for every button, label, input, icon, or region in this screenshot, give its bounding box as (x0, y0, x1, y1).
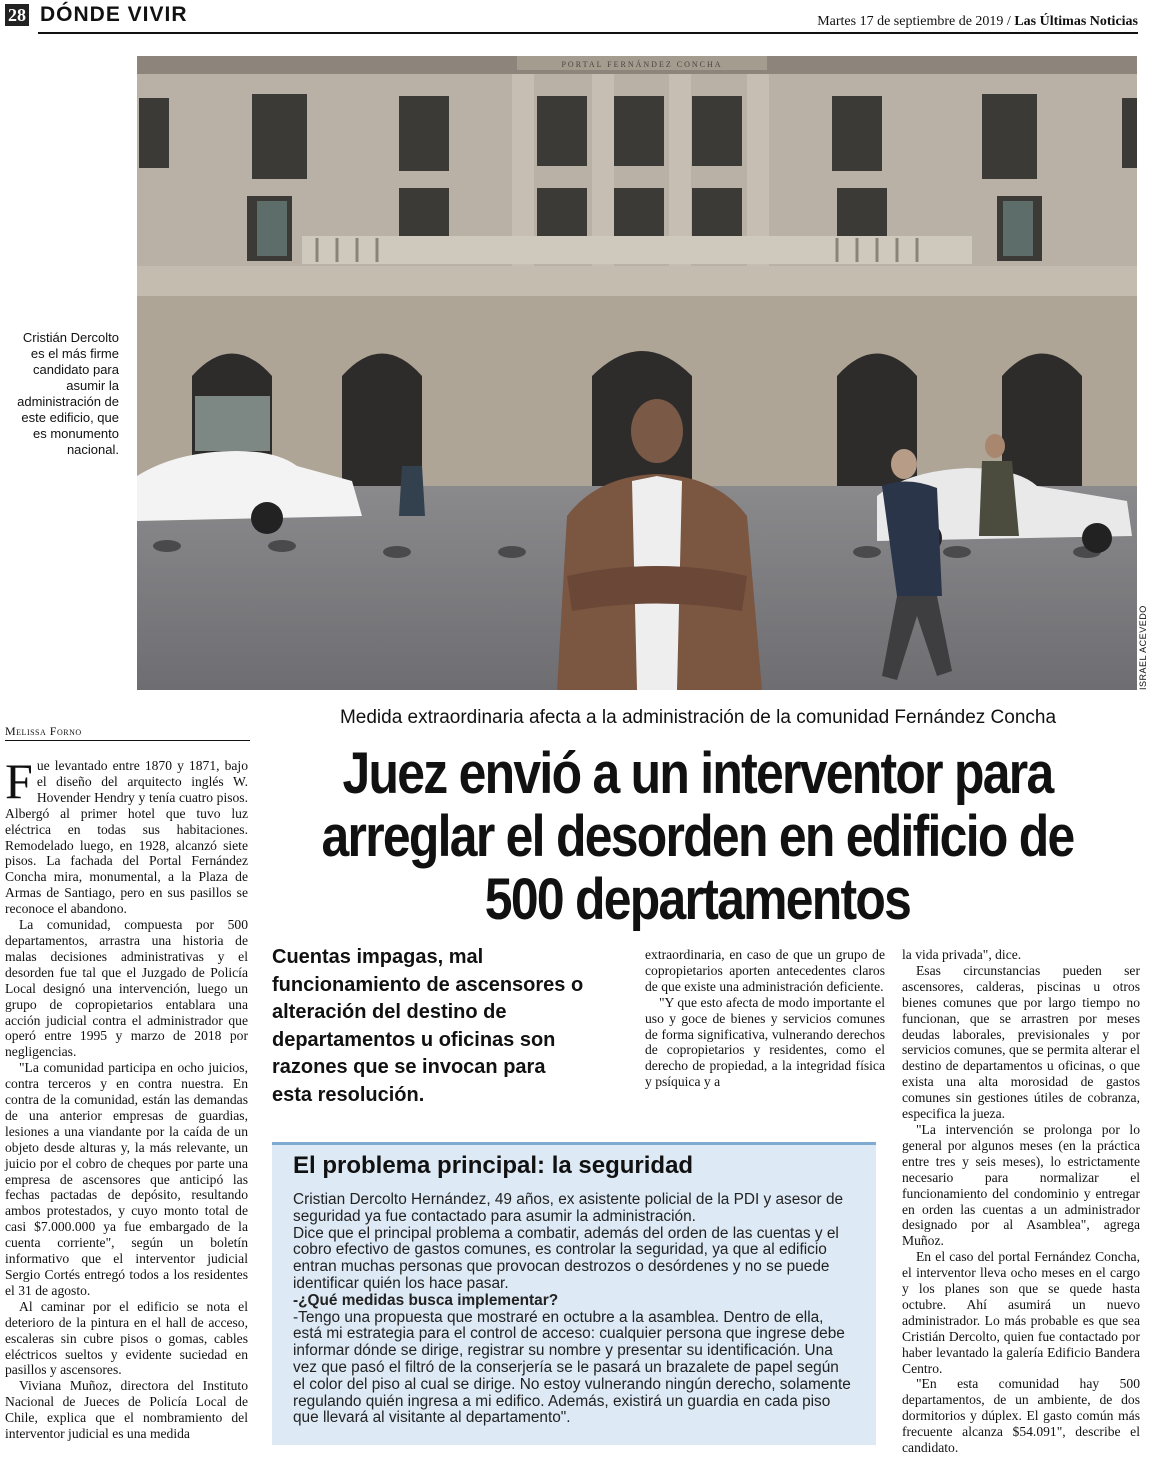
deck: Cuentas impagas, mal funcionamiento de ascensores o alteración del destino de departamentos u oficinas son razones que se invocan para esta resolución. (272, 946, 584, 1106)
paragraph: Esas circunstancias pueden ser ascensores, calderas, piscinas u otros bienes comunes que por largo tiempo no funcionan, que se arrastren por meses deudas laborales, previsionales y por servicios comunes, que se permita alterar el destino de departamentos u oficinas, o que exista una alta morosidad de gastos comunes sin gestiones útiles de cobranza, especifica la jueza. (902, 962, 1140, 1122)
sidebar-answer: -Tengo una propuesta que mostraré en octubre a la asamblea. Dentro de ella, está mi estrategia para el control de acceso: cualquier persona que ingrese debe informar dónde se dirige, registrar su nombre y presentar su identificación. Una vez que pasó el filtró de la conserjería se le pasará un brazalete de papel según el color del piso al cual se dirige. No estoy vulnerando ningún derecho, solamente regulando quién ingresa a mi edifico. Además, existirá un guardia en cada piso que llevará al visitante al departamento". (293, 1308, 851, 1427)
photo-caption: Cristián Dercolto es el más firme candidato para asumir la administración de este edificio, que es monumento nacional. (17, 330, 119, 457)
date: Martes 17 de septiembre de 2019 / (817, 14, 1011, 29)
article-column-4 (902, 947, 1140, 1456)
paragraph: la vida privada", dice. (902, 947, 1022, 962)
paragraph-text: ue levantado entre 1870 y 1871, bajo el diseño del arquitecto inglés W. Hovender Hendry y tenía cuatro pisos. Albergó al primer hotel que tuvo luz eléctrica en todas sus habitaciones. Remodelado luego, en 1928, alcanzó siete pisos. La fachada del Portal Fernández Concha mira, monumental, a la Plaza de Armas de Santiago, pero en sus pasillos se reconoce el abandono. (5, 758, 248, 917)
sidebar-title: El problema principal: la seguridad (293, 1152, 694, 1179)
sidebar-paragraph: Cristian Dercolto Hernández, 49 años, ex asistente policial de la PDI y asesor de seguridad ya fue contactado para asumir la administración. (293, 1191, 844, 1225)
sidebar-paragraph: Dice que el principal problema a combatir, además del orden de las cuentas y el cobro efectivo de gastos comunes, es controlar la seguridad, ya que al edificio entran muchas personas que provocan destrozos o desórdenes y no se puede identificar quién los hace pasar. (293, 1224, 839, 1292)
section-title: DÓNDE VIVIR (40, 3, 188, 26)
byline-rule (5, 740, 250, 741)
dateline (817, 14, 1138, 30)
header-rule (38, 32, 1138, 34)
photo-credit (1138, 605, 1150, 690)
article-column-1 (5, 753, 248, 1442)
paragraph: La comunidad, compuesta por 500 departamentos, arrastra una historia de malas decisiones administrativas y el desorden fue tal que el Juzgado de Policía Local designó una intervención, luego un grupo de copropietarios entablara una acción judicial contra el administrador que operó entre 1995 y marzo de 2018 por negligencias. (5, 917, 248, 1060)
paragraph: "La intervención se prolonga por lo general por algunos meses (en la práctica entre tres y seis meses), lo estrictamente necesario para normalizar el funcionamiento del condominio y entregar en orden las cuentas a un administrador designado por al Asamblea", agrega Muñoz. (902, 1121, 1140, 1249)
paragraph: Al caminar por el edificio se nota el deterioro de la pintura en el hall de acceso, escaleras sin cubre pisos o gomas, cables eléctricos sueltos y evidente suciedad en pasillos y ascensores. (5, 1298, 248, 1378)
publication-name: Las Últimas Noticias (1014, 14, 1138, 29)
paragraph: En el caso del portal Fernández Concha, el interventor lleva ocho meses en el cargo y los planes son que se quede hasta octubre. Ahí asumirá un nuevo administrador. Lo más probable es que sea Cristián Dercolto, quien fue contactado por haber levantado la galería Edificio Bandera Centro. (902, 1249, 1140, 1376)
building-photo (137, 56, 1137, 690)
photo-illustration (137, 56, 1137, 690)
drop-cap: F (5, 753, 33, 809)
building-sign: PORTAL FERNÁNDEZ CONCHA (561, 60, 723, 69)
paragraph: "La comunidad participa en ocho juicios, contra terceros y en contra nuestra. En contra de la comunidad, están las demandas de una anterior empresas de guardias, lesiones a una viandante por la caída de un objeto desde alturas y, la más relevante, un juicio por el cobro de cheques por parte una empresa de ascensores que anticipó las fechas pactadas de depósito, resultando ambos protestados, y cuyo monto total de casi $7.000.000 ya fue embargado de la cuenta corriente", según un boletín informativo que el interventor judicial Sergio Cortés entregó todos a los residentes el 31 de agosto. (5, 1060, 248, 1298)
paragraph (5, 753, 248, 917)
paragraph: "En esta comunidad hay 500 departamentos, de un ambiente, de dos dormitorios y dúplex. El gasto común más frecuente alcanza $54.091", describe el candidato. (902, 1376, 1140, 1456)
kicker: Medida extraordinaria afecta a la administración de la comunidad Fernández Concha (339, 707, 1057, 728)
paragraph: Viviana Muñoz, directora del Instituto Nacional de Jueces de Policía Local de Chile, explica que el nombramiento del interventor judicial es una medida (5, 1378, 248, 1442)
headline: Juez envió a un interventor para arreglar el desorden en edificio de 500 departamentos (321, 741, 1074, 932)
page-number: 28 (5, 4, 29, 26)
article-column-3 (645, 947, 885, 1090)
sidebar-question: -¿Qué medidas busca implementar? (293, 1291, 559, 1309)
sidebar-text (293, 1192, 853, 1427)
paragraph: extraordinaria, en caso de que un grupo de copropietarios aporten antecedentes claros de que existe una administración deficiente. (645, 947, 885, 994)
byline: Melissa Forno (5, 724, 82, 738)
paragraph: "Y que esto afecta de modo importante el uso y goce de bienes y servicios comunes de forma significativa, vulnerando derechos de copropietarios y residentes, como el derecho de propiedad, a la integridad física y psíquica y a (645, 994, 885, 1090)
photo-credit-text: ISRAEL ACEVEDO (1138, 605, 1148, 690)
